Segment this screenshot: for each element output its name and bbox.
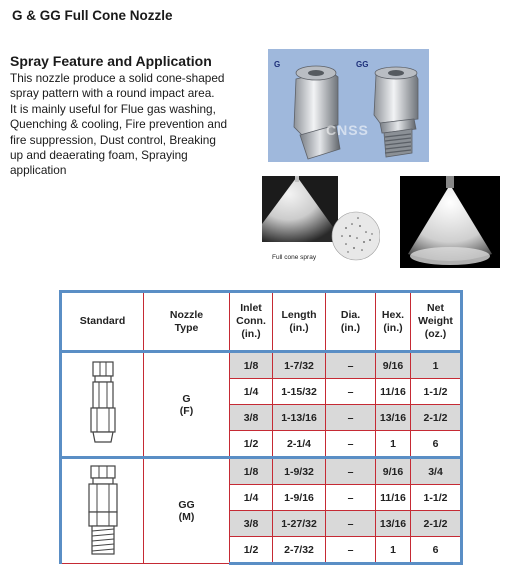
nozzle-type-code: (F) xyxy=(179,404,194,417)
header-standard-label: Standard xyxy=(79,315,126,327)
length-cell: 2-7/32 xyxy=(273,537,326,564)
header-hex xyxy=(376,292,411,352)
dia-cell: – xyxy=(326,511,376,537)
nozzle-type-label: G xyxy=(182,392,191,405)
hex-cell: 9/16 xyxy=(376,458,411,485)
table-header-row xyxy=(61,292,462,352)
header-standard xyxy=(61,292,144,352)
length-cell: 2-1/4 xyxy=(273,431,326,458)
inlet-cell: 1/2 xyxy=(230,537,273,564)
spec-table xyxy=(59,290,463,565)
inlet-cell: 1/4 xyxy=(230,379,273,405)
length-cell: 1-9/32 xyxy=(273,458,326,485)
header-length-line: (in.) xyxy=(289,321,309,334)
length-cell: 1-15/32 xyxy=(273,379,326,405)
header-length-line: Length xyxy=(281,308,317,321)
header-nozzle-type xyxy=(144,292,230,352)
description-line: spray pattern with a round impact area. xyxy=(10,86,215,101)
length-cell: 1-27/32 xyxy=(273,511,326,537)
header-dia-line: Dia. xyxy=(340,308,361,321)
dia-cell: – xyxy=(326,458,376,485)
header-nozzle-type-line: Type xyxy=(174,321,199,334)
header-weight-line: (oz.) xyxy=(424,328,447,340)
spray-cone-photo xyxy=(400,176,500,268)
hex-cell: 11/16 xyxy=(376,379,411,405)
description-text xyxy=(10,71,250,179)
photo-label-g: G xyxy=(274,60,281,69)
header-weight xyxy=(411,292,462,352)
weight-cell: 1-1/2 xyxy=(411,485,462,511)
nozzle-type-label: GG xyxy=(178,499,195,511)
weight-cell: 6 xyxy=(411,537,462,564)
hex-cell: 1 xyxy=(376,431,411,458)
dia-cell: – xyxy=(326,379,376,405)
dia-cell: – xyxy=(326,352,376,379)
header-length xyxy=(273,292,326,352)
description-line: fire suppression, Dust control, Breaking xyxy=(10,132,216,147)
header-dia xyxy=(326,292,376,352)
hex-cell: 1 xyxy=(376,537,411,564)
standard-cell-g xyxy=(61,352,144,458)
dia-cell: – xyxy=(326,431,376,458)
inlet-cell: 1/8 xyxy=(230,458,273,485)
dia-cell: – xyxy=(326,485,376,511)
header-dia-line: (in.) xyxy=(340,321,361,334)
weight-cell: 2-1/2 xyxy=(411,405,462,431)
nozzle-illustration xyxy=(268,49,429,162)
description-line: This nozzle produce a solid cone-shaped xyxy=(10,71,225,85)
spray-caption: Full cone spray xyxy=(272,254,317,261)
spray-cone-illustration xyxy=(400,176,500,268)
gg-nozzle-drawing xyxy=(79,462,127,558)
header-inlet-line: (in.) xyxy=(241,328,261,340)
table-row xyxy=(61,458,462,485)
hex-cell: 9/16 xyxy=(376,352,411,379)
weight-cell: 1-1/2 xyxy=(411,379,462,405)
header-weight-line: Weight xyxy=(418,315,453,327)
nozzle-type-code: (M) xyxy=(178,511,195,523)
weight-cell: 2-1/2 xyxy=(411,511,462,537)
inlet-cell: 1/2 xyxy=(230,431,273,458)
inlet-cell: 1/4 xyxy=(230,485,273,511)
length-cell: 1-7/32 xyxy=(273,352,326,379)
hex-cell: 13/16 xyxy=(376,405,411,431)
header-nozzle-type-line: Nozzle xyxy=(169,308,204,321)
header-inlet-line: Conn. xyxy=(236,315,266,327)
header-hex-line: (in.) xyxy=(383,321,403,334)
length-cell: 1-13/16 xyxy=(273,405,326,431)
header-hex-line: Hex. xyxy=(381,308,405,321)
photo-watermark: CNSS xyxy=(326,122,369,138)
weight-cell: 3/4 xyxy=(411,458,462,485)
nozzle-product-photo xyxy=(268,49,429,162)
standard-cell-gg xyxy=(61,458,144,564)
g-nozzle-drawing xyxy=(83,358,123,448)
dia-cell: – xyxy=(326,405,376,431)
nozzle-type-cell-g xyxy=(144,352,230,458)
description-line: Quenching & cooling, Fire prevention and xyxy=(10,117,228,132)
header-inlet xyxy=(230,292,273,352)
weight-cell: 1 xyxy=(411,352,462,379)
hex-cell: 13/16 xyxy=(376,511,411,537)
dia-cell: – xyxy=(326,537,376,564)
photo-label-gg: GG xyxy=(356,60,369,69)
hex-cell: 11/16 xyxy=(376,485,411,511)
nozzle-type-cell-gg xyxy=(144,458,230,564)
length-cell: 1-9/16 xyxy=(273,485,326,511)
section-heading: Spray Feature and Application xyxy=(10,53,212,69)
inlet-cell: 3/8 xyxy=(230,405,273,431)
description-line: up and deaerating foam, Spraying xyxy=(10,148,188,163)
spray-pattern-photo xyxy=(262,176,380,268)
table-row xyxy=(61,352,462,379)
header-inlet-line: Inlet xyxy=(240,302,262,314)
header-weight-line: Net xyxy=(427,302,444,314)
weight-cell: 6 xyxy=(411,431,462,458)
inlet-cell: 3/8 xyxy=(230,511,273,537)
page-title: G & GG Full Cone Nozzle xyxy=(12,8,173,23)
inlet-cell: 1/8 xyxy=(230,352,273,379)
description-line: It is mainly useful for Flue gas washing, xyxy=(10,101,216,116)
description-line: application xyxy=(10,163,67,178)
